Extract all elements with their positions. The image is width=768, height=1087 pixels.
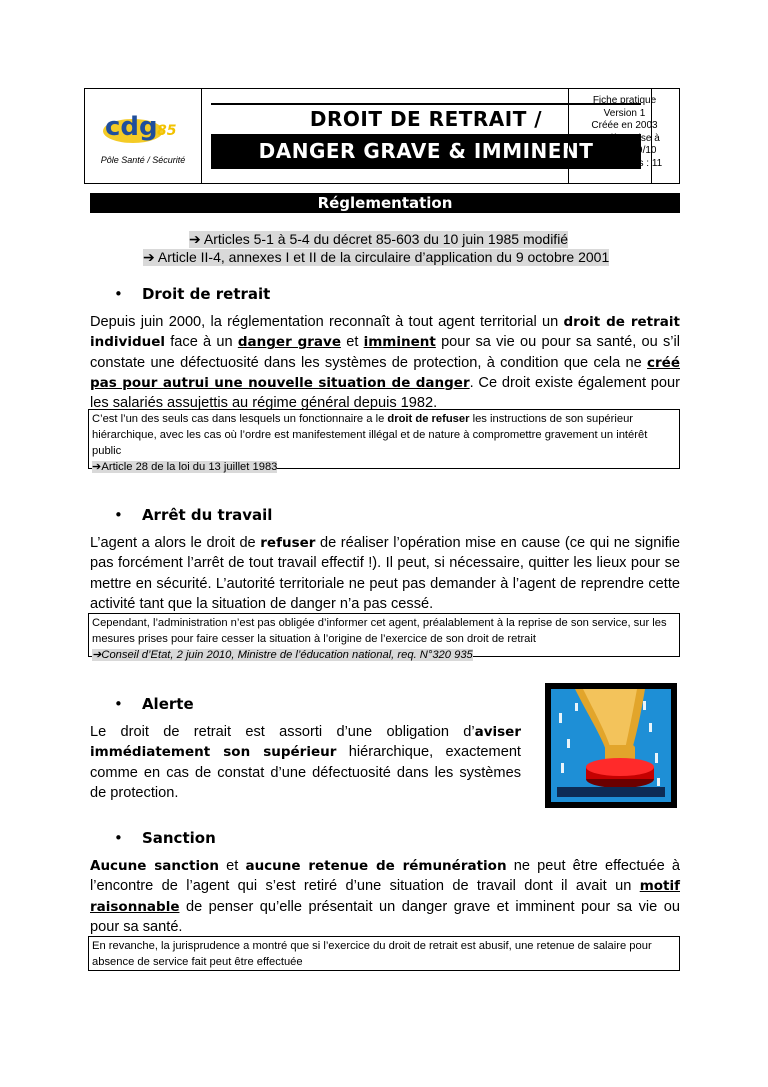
reference-line: ➔ Article II-4, annexes I et II de la circulaire d’application du 9 octobre 2001 <box>143 249 610 265</box>
section-heading: • Sanction <box>114 829 216 847</box>
title-line-2: DANGER GRAVE & IMMINENT <box>258 139 594 163</box>
section-title: Réglementation <box>90 193 680 213</box>
bullet-icon: • <box>114 506 123 524</box>
note-box: C’est l’un des seuls cas dans lesquels un fonctionnaire a le droit de refuser les instructions de son supérieur hiérarchique, avec les cas où l’ordre est manifestement illégal et de nature à compromettre gravement un intérêt public ➔Article 28 de la loi du 13 juillet 1983 <box>88 409 680 469</box>
cdg-logo-icon <box>95 101 191 151</box>
info-line: Nb de pages : 11 <box>586 157 663 169</box>
section-heading: • Arrêt du travail <box>114 506 273 524</box>
arrow-right-icon: ➔ <box>92 649 102 661</box>
arrow-right-icon: ➔ <box>92 461 102 473</box>
paragraph-alerte: Le droit de retrait est assorti d’une obligation d’aviser immédiatement son supérieur hiérarchique, exactement comme en cas de constat d’une défectuosité dans les systèmes de protection. <box>90 724 521 801</box>
arrow-right-icon: ➔ <box>143 249 158 265</box>
logo-cell <box>85 89 202 183</box>
note-box: Cependant, l’administration n’est pas obligée d’informer cet agent, préalablement à la reprise de son service, sur les mesures prises pour faire cesser la situation à l’origine de l’exercice de son droit de retrait ➔Conseil d’Etat, 2 juin 2010, Ministre de l’éducation national, req. N°320 935 <box>88 613 680 657</box>
section-heading: • Droit de retrait <box>114 285 271 303</box>
note-reference: ➔Conseil d’Etat, 2 juin 2010, Ministre de l’éducation national, req. N°320 935 <box>92 649 473 661</box>
paragraph-droit: Depuis juin 2000, la réglementation reconnaît à tout agent territorial un droit de retrait individuel face à un danger grave et imminent pour sa vie ou pour sa santé, ou s’il constate une défectuosité dans les systèmes de protection, à condition que cela ne créé pas pour autrui une nouvelle situation de danger. Ce droit existe également pour les salariés assujettis au régime général depuis 1982. <box>90 314 681 412</box>
alarm-button-icon <box>545 683 677 808</box>
bullet-icon: • <box>114 285 123 303</box>
info-line: Dernière mise à <box>589 132 660 144</box>
note-box: En revanche, la jurisprudence a montré que si l’exercice du droit de retrait est abusif, une retenue de salaire pour absence de service fait peut être effectuée <box>88 936 680 971</box>
bullet-icon: • <box>114 829 123 847</box>
info-line: Version 1 <box>603 107 646 119</box>
header-table <box>84 88 680 184</box>
info-line: jour : 22/09/10 <box>592 145 657 156</box>
info-line: Fiche pratique <box>592 95 657 106</box>
paragraph-sanction: Aucune sanction et aucune retenue de rémunération ne peut être effectuée à l’encontre de l’agent qui s’est retiré d’une situation de travail dont il avait un motif raisonnable de penser qu’elle présentait un danger grave et imminent pour sa vie ou pour sa santé. <box>90 858 680 935</box>
paragraph-arret: L’agent a alors le droit de refuser de réaliser l’opération mise en cause (ce qui ne signifie pas forcément l’arrêt de tout travail effectif !). Il peut, si nécessaire, quitter les lieux pour se mettre en sécurité. L’autorité territoriale ne peut pas demander à l’agent de reprendre cette activité tant que la situation de danger n’a pas cessé. <box>90 535 680 612</box>
bullet-icon: • <box>114 695 123 713</box>
reference-line: ➔ Articles 5-1 à 5-4 du décret 85-603 du 10 juin 1985 modifié <box>189 231 569 247</box>
logo-caption: Pôle Santé / Sécurité <box>100 155 186 165</box>
logo-number: 85 <box>157 123 177 139</box>
logo-text: cdg <box>105 112 158 142</box>
note-reference: ➔Article 28 de la loi du 13 juillet 1983 <box>92 461 278 473</box>
info-line: Créée en 2003 <box>591 120 658 131</box>
section-heading: • Alerte <box>114 695 194 713</box>
arrow-right-icon: ➔ <box>189 231 204 247</box>
info-cell <box>568 89 680 183</box>
title-line-1: DROIT DE RETRAIT / <box>309 107 543 131</box>
